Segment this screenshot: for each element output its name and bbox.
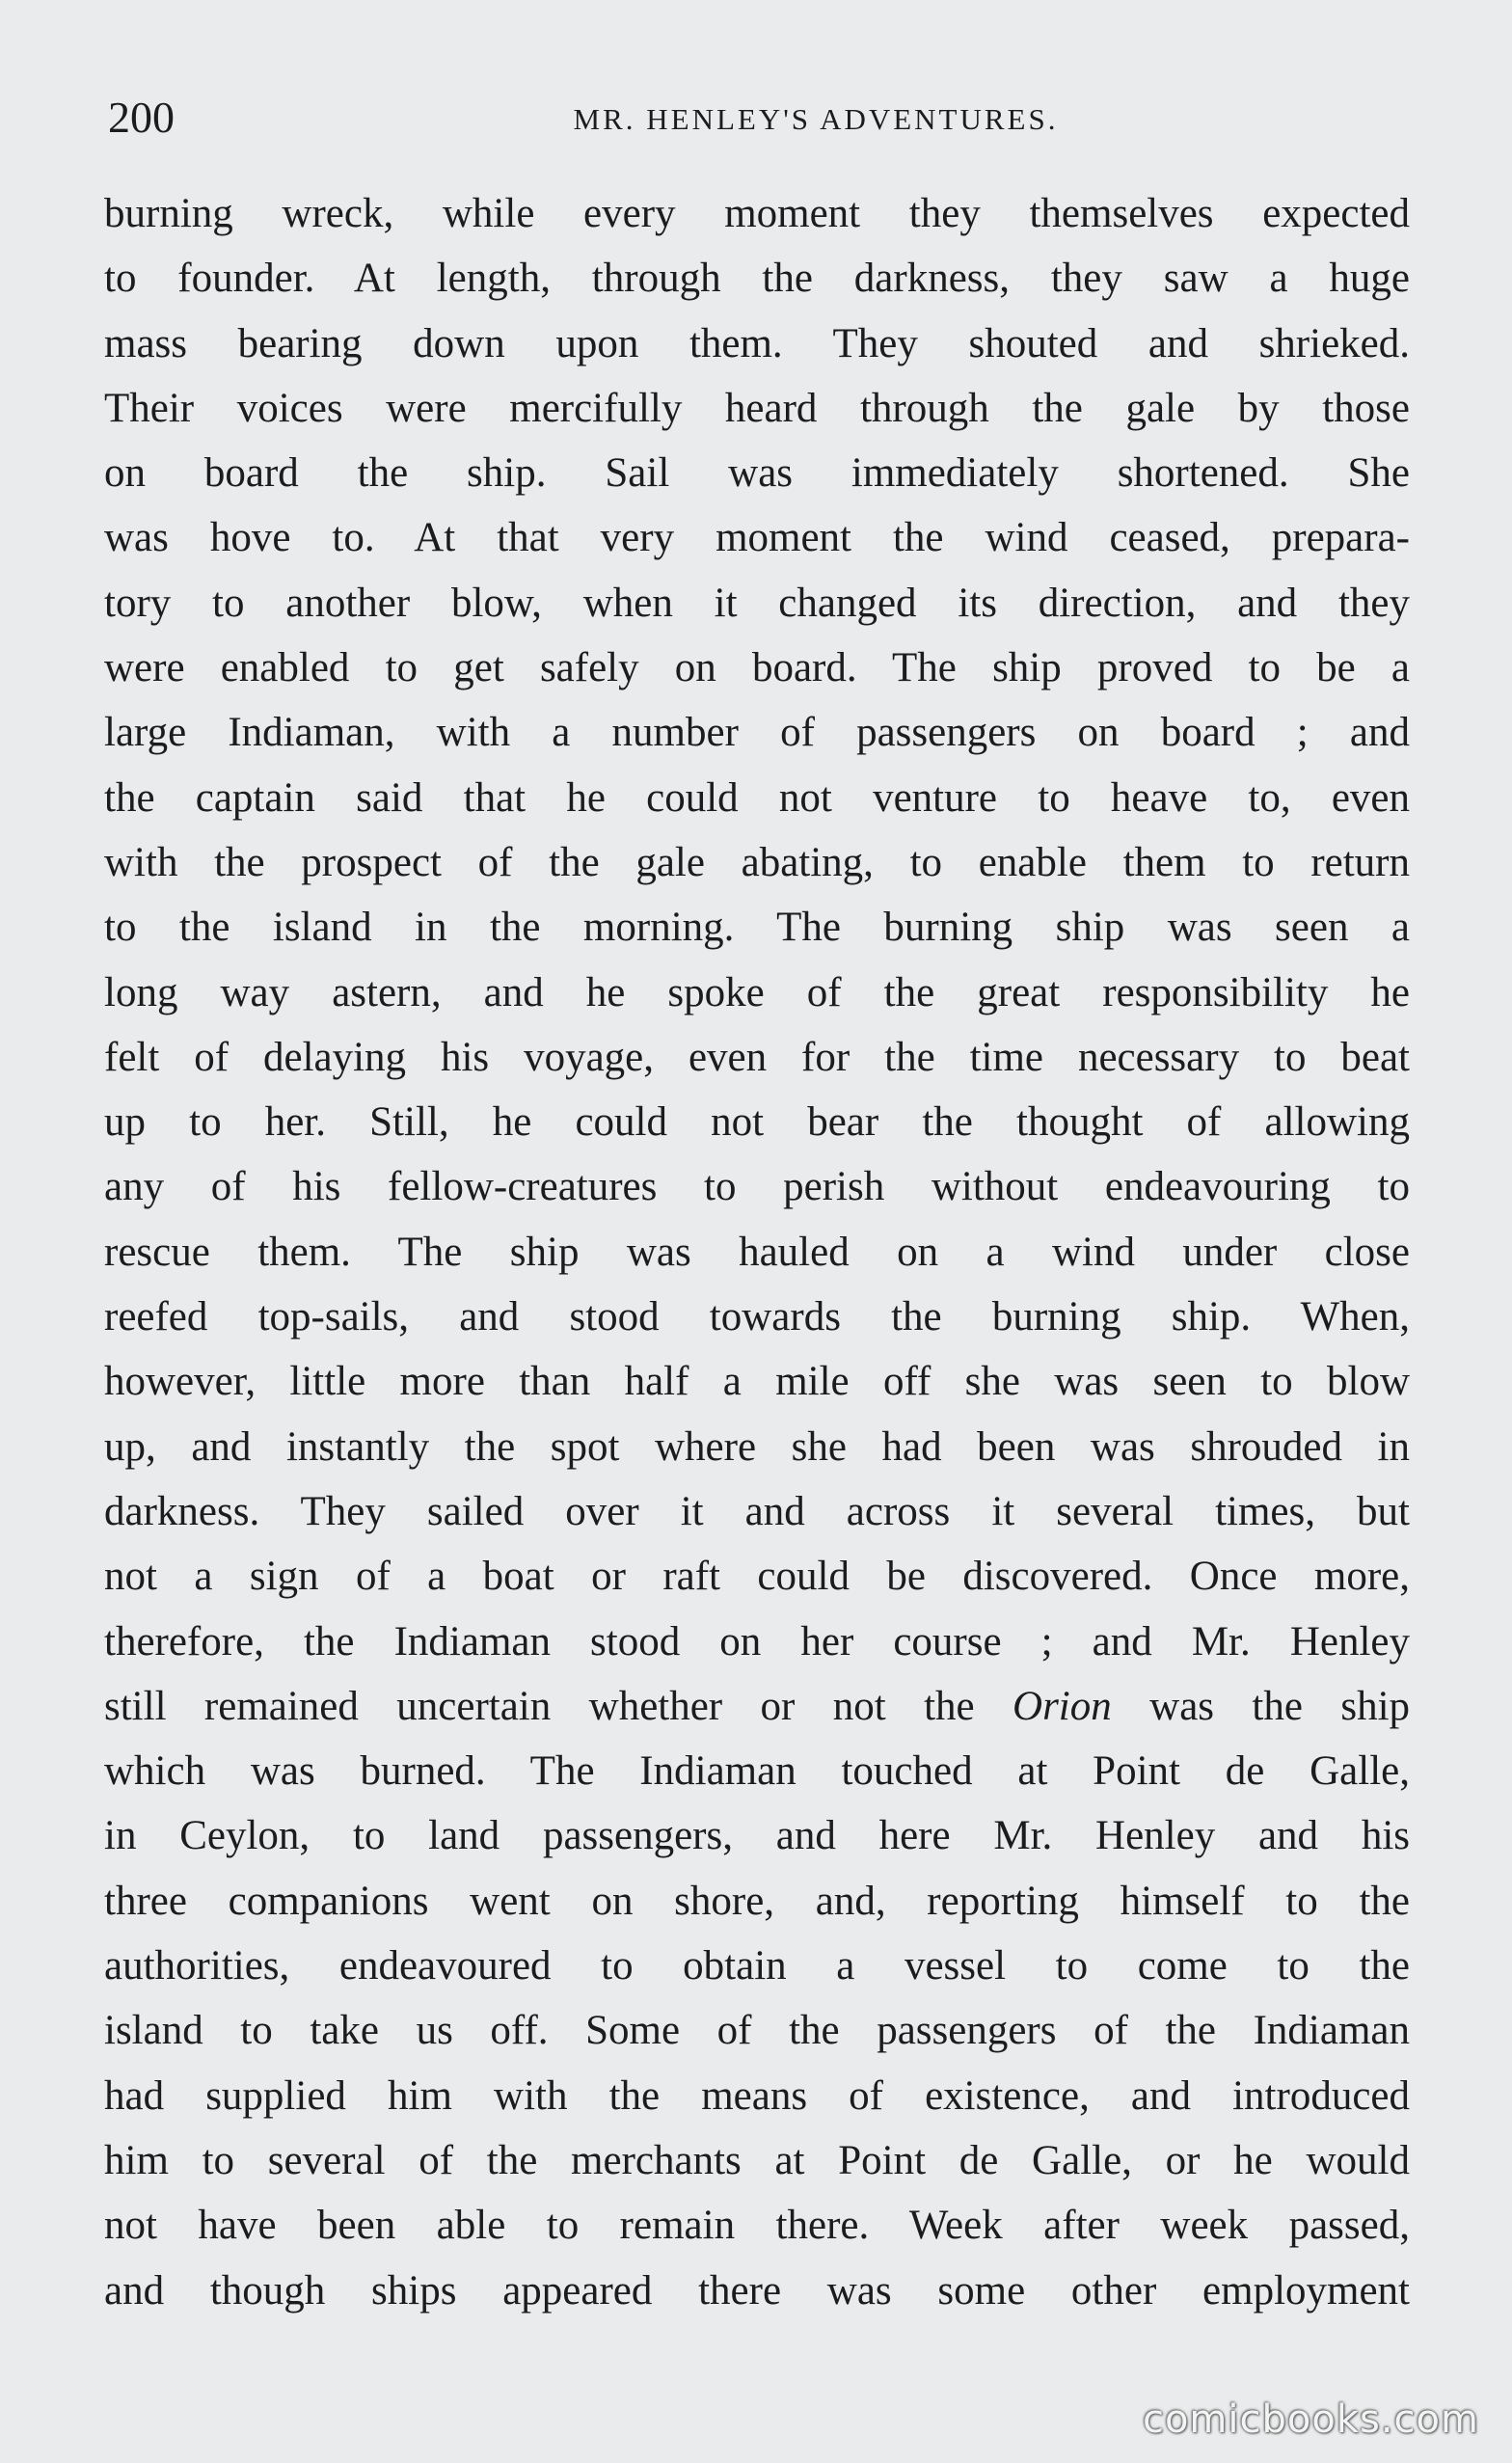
text-line: island to take us off. Some of the passengers of the Indiaman	[104, 2008, 1410, 2054]
text-line: and though ships appeared there was some other employment	[104, 2267, 1410, 2314]
text-line: with the prospect of the gale abating, to enable them to return	[104, 839, 1410, 885]
text-line: burning wreck, while every moment they themselves expected	[104, 191, 1410, 236]
text-line: darkness. They sailed over it and across it several times, but	[104, 1488, 1410, 1534]
ship-name-orion: Orion	[1012, 1683, 1112, 1729]
text-line: him to several of the merchants at Point de Galle, or he would	[104, 2137, 1410, 2183]
text-line: tory to another blow, when it changed its direction, and they	[104, 580, 1410, 626]
watermark: comicbooks.com	[1142, 2397, 1479, 2442]
text-line: large Indiaman, with a number of passengers on board ; and	[104, 710, 1410, 756]
text-line: long way astern, and he spoke of the great responsibility he	[104, 969, 1410, 1015]
text-line: up, and instantly the spot where she had been was shrouded in	[104, 1423, 1410, 1470]
text-line: therefore, the Indiaman stood on her course ; and Mr. Henley	[104, 1618, 1410, 1665]
text-line-orion	[104, 1674, 1410, 1739]
running-title: MR. HENLEY'S ADVENTURES.	[573, 102, 1059, 136]
text-line: had supplied him with the means of existence, and introduced	[104, 2072, 1410, 2119]
page-number: 200	[108, 93, 175, 142]
text-line: authorities, endeavoured to obtain a vessel to come to the	[104, 1943, 1410, 1989]
text-line: rescue them. The ship was hauled on a wind under close	[104, 1229, 1410, 1275]
running-header	[108, 89, 1408, 147]
text-line: any of his fellow-creatures to perish without endeavouring to	[104, 1164, 1410, 1210]
text-line: on board the ship. Sail was immediately shortened. She	[104, 450, 1410, 497]
text-fragment: was the ship	[1149, 1683, 1411, 1729]
text-line: mass bearing down upon them. They shouted and shrieked.	[104, 320, 1410, 366]
text-line: up to her. Still, he could not bear the thought of allowing	[104, 1099, 1410, 1146]
text-line: not a sign of a boat or raft could be discovered. Once more,	[104, 1554, 1410, 1600]
text-line: was hove to. At that very moment the wind ceased, prepara-	[104, 515, 1410, 561]
body-text	[104, 181, 1410, 2323]
text-line: to founder. At length, through the darkness, they saw a huge	[104, 256, 1410, 302]
text-line: Their voices were mercifully heard through the gale by those	[104, 385, 1410, 431]
text-line: not have been able to remain there. Week after week passed,	[104, 2203, 1410, 2249]
text-line: the captain said that he could not venture to heave to, even	[104, 774, 1410, 821]
text-line: which was burned. The Indiaman touched at Point de Galle,	[104, 1748, 1410, 1795]
text-line: in Ceylon, to land passengers, and here Mr. Henley and his	[104, 1813, 1410, 1859]
text-line: were enabled to get safely on board. The ship proved to be a	[104, 645, 1410, 691]
text-line: felt of delaying his voyage, even for the time necessary to beat	[104, 1034, 1410, 1080]
text-fragment: still remained uncertain whether or not the	[104, 1683, 975, 1729]
text-line: reefed top-sails, and stood towards the burning ship. When,	[104, 1294, 1410, 1340]
text-line: however, little more than half a mile off she was seen to blow	[104, 1359, 1410, 1405]
text-line: three companions went on shore, and, reporting himself to the	[104, 1878, 1410, 1924]
text-line: to the island in the morning. The burning ship was seen a	[104, 905, 1410, 951]
